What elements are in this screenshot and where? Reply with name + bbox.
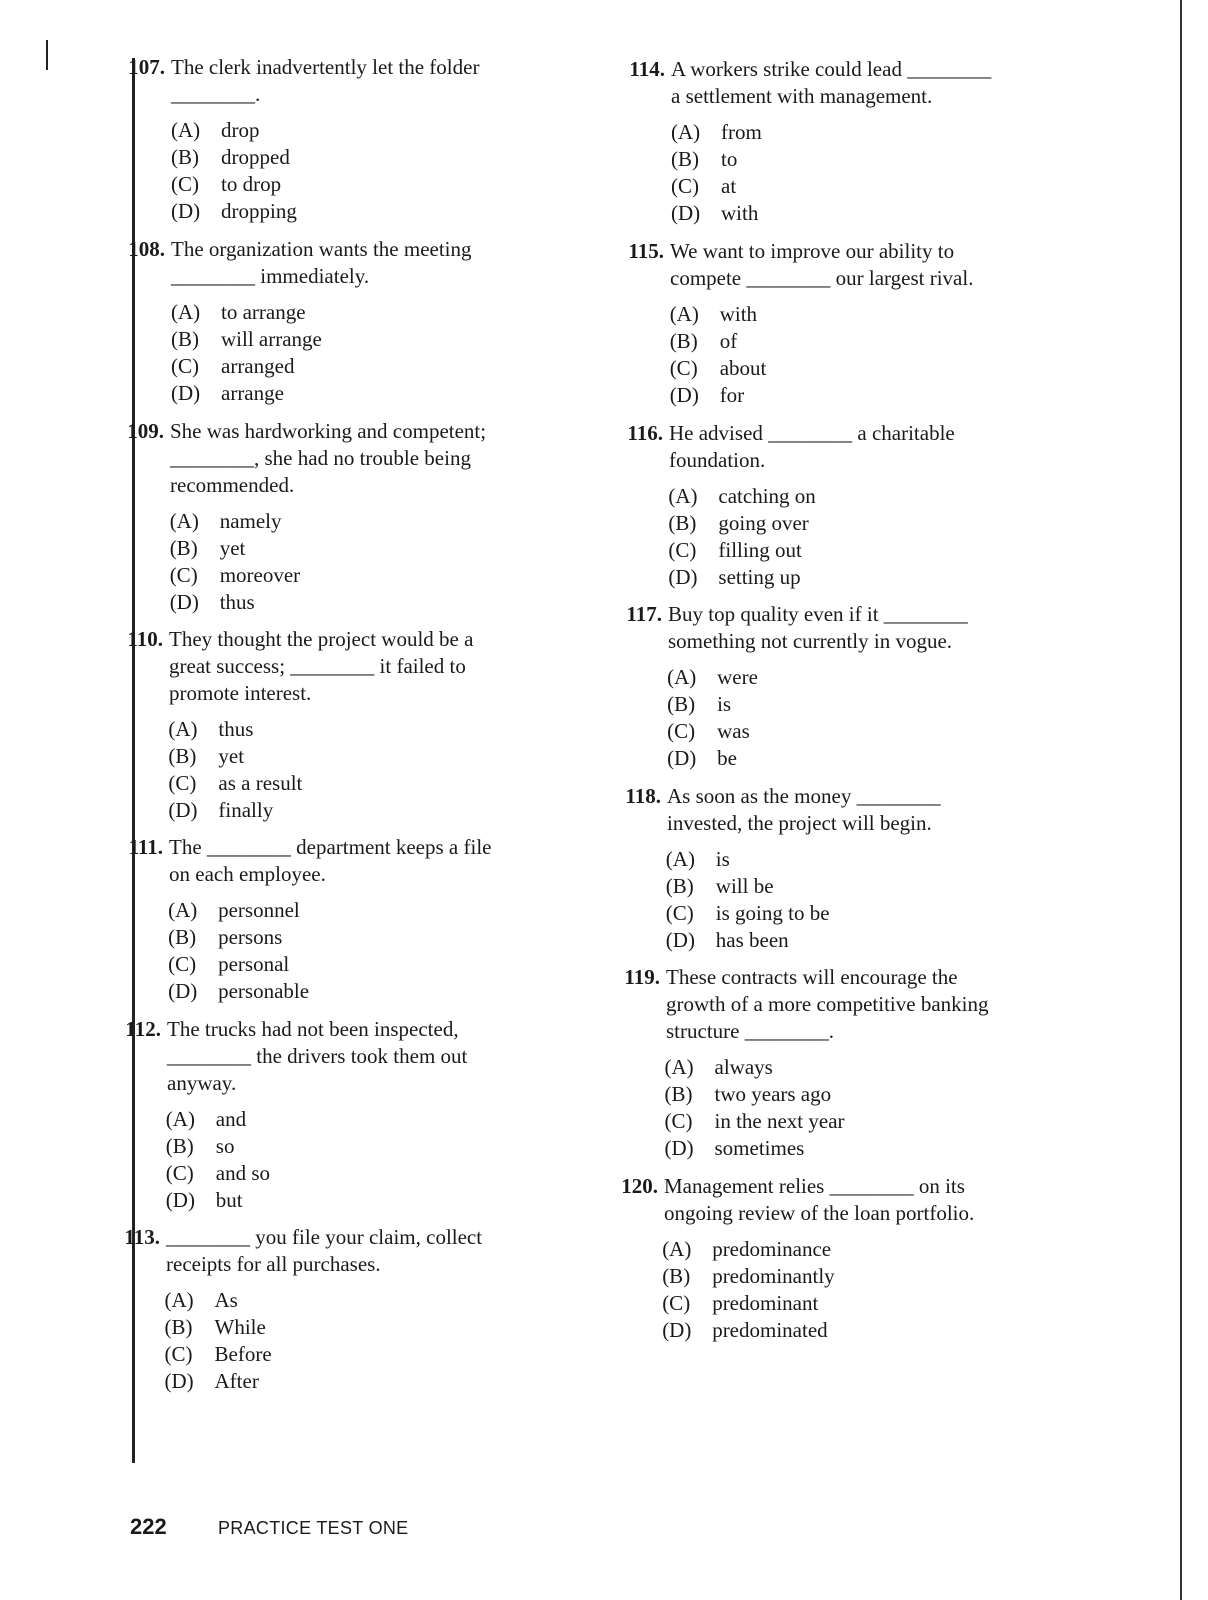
question-stem-line: compete ________ our largest rival. xyxy=(670,266,974,290)
option-text: sometimes xyxy=(714,1136,805,1160)
option-letter: (C) xyxy=(669,356,698,380)
option-text: is xyxy=(717,692,732,716)
option-letter: (C) xyxy=(171,354,199,378)
option-letter: (D) xyxy=(668,565,698,589)
option-letter: (A) xyxy=(664,1055,694,1079)
question-stem-line: Management relies ________ on its xyxy=(664,1174,965,1198)
option-text: to drop xyxy=(221,172,282,196)
option-letter: (B) xyxy=(669,329,698,353)
question-stem-line: The trucks had not been inspected, xyxy=(167,1017,459,1041)
option-letter: (B) xyxy=(664,1082,693,1106)
question-number: 117. xyxy=(626,602,662,626)
question-stem-line: ________. xyxy=(171,82,261,106)
section-title: PRACTICE TEST ONE xyxy=(218,1518,409,1538)
question-number: 118. xyxy=(625,784,661,808)
question-stem-line: ongoing review of the loan portfolio. xyxy=(664,1201,975,1225)
question-stem-line: recommended. xyxy=(170,473,295,497)
option-letter: (B) xyxy=(168,925,197,949)
option-letter: (A) xyxy=(169,509,199,533)
margin-mark xyxy=(46,40,48,70)
option-letter: (C) xyxy=(171,172,199,196)
option-letter: (A) xyxy=(165,1107,195,1131)
question-stem-line: ________ the drivers took them out xyxy=(167,1044,468,1068)
option-letter: (D) xyxy=(662,1318,692,1342)
option-text: is going to be xyxy=(715,901,830,925)
option-letter: (C) xyxy=(165,1161,194,1185)
option-letter: (D) xyxy=(168,798,198,822)
option-letter: (A) xyxy=(668,484,698,508)
option-text: persons xyxy=(218,925,283,949)
option-letter: (D) xyxy=(165,1188,195,1212)
option-letter: (D) xyxy=(669,383,699,407)
question-stem-line: The clerk inadvertently let the folder xyxy=(171,55,480,79)
question-stem-line: ________, she had no trouble being xyxy=(170,446,471,470)
option-letter: (B) xyxy=(169,536,198,560)
option-letter: (A) xyxy=(665,847,695,871)
option-letter: (C) xyxy=(169,563,198,587)
option-letter: (A) xyxy=(662,1237,692,1261)
option-text: of xyxy=(719,329,738,353)
option-letter: (B) xyxy=(171,327,199,351)
question-stem-line: They thought the project would be a xyxy=(169,627,474,651)
question-stem-line: These contracts will encourage the xyxy=(666,965,958,989)
option-text: and so xyxy=(215,1161,271,1185)
option-text: yet xyxy=(218,744,245,768)
option-letter: (A) xyxy=(168,898,198,922)
question-stem-line: growth of a more competitive banking xyxy=(666,992,989,1016)
question-stem-line: a settlement with management. xyxy=(671,84,933,108)
question-number: 111. xyxy=(128,835,163,859)
question-stem-line: anyway. xyxy=(167,1071,237,1095)
option-letter: (A) xyxy=(164,1288,194,1312)
option-letter: (D) xyxy=(664,1136,694,1160)
option-letter: (D) xyxy=(671,201,701,225)
option-letter: (C) xyxy=(668,538,697,562)
question-stem-line: The organization wants the meeting xyxy=(171,237,472,261)
option-text: has been xyxy=(715,928,789,952)
option-text: thus xyxy=(218,717,254,741)
question-stem-line: He advised ________ a charitable xyxy=(669,421,955,445)
option-text: namely xyxy=(219,509,282,533)
option-text: personal xyxy=(218,952,290,976)
option-text: arrange xyxy=(221,381,284,405)
option-letter: (B) xyxy=(165,1134,194,1158)
question-stem-line: ________ immediately. xyxy=(171,264,370,288)
option-letter: (C) xyxy=(664,1109,693,1133)
option-letter: (C) xyxy=(667,719,696,743)
column-rule xyxy=(132,58,135,1463)
question-number: 108. xyxy=(128,237,165,261)
question-stem-line: on each employee. xyxy=(169,862,326,886)
option-letter: (D) xyxy=(168,979,198,1003)
option-text: predominantly xyxy=(712,1264,835,1288)
option-letter: (C) xyxy=(662,1291,691,1315)
option-text: always xyxy=(714,1055,773,1079)
option-letter: (C) xyxy=(671,174,699,198)
question-stem-line: Buy top quality even if it ________ xyxy=(668,602,968,626)
option-text: dropped xyxy=(221,145,290,169)
option-text: with xyxy=(719,302,758,326)
question-number: 113. xyxy=(124,1225,160,1249)
option-text: catching on xyxy=(718,484,816,508)
question-stem-line: She was hardworking and competent; xyxy=(170,419,487,443)
option-letter: (B) xyxy=(168,744,197,768)
option-text: thus xyxy=(219,590,255,614)
option-letter: (C) xyxy=(164,1342,193,1366)
question-number: 116. xyxy=(627,421,663,445)
option-letter: (D) xyxy=(164,1369,194,1393)
option-text: were xyxy=(717,665,758,689)
option-letter: (D) xyxy=(667,746,697,770)
page-edge xyxy=(1180,0,1182,1600)
option-text: as a result xyxy=(218,771,303,795)
option-letter: (B) xyxy=(171,145,199,169)
option-letter: (B) xyxy=(164,1315,193,1339)
question-number: 112. xyxy=(125,1017,161,1041)
option-text: about xyxy=(719,356,767,380)
page-number: 222 xyxy=(130,1514,167,1539)
option-letter: (A) xyxy=(168,717,198,741)
option-letter: (B) xyxy=(662,1264,691,1288)
option-text: at xyxy=(721,174,737,198)
option-text: predominated xyxy=(712,1318,828,1342)
option-text: predominant xyxy=(712,1291,819,1315)
option-letter: (A) xyxy=(671,120,701,144)
option-text: to xyxy=(721,147,738,171)
option-text: will arrange xyxy=(221,327,322,351)
option-text: be xyxy=(717,746,737,770)
option-text: but xyxy=(215,1188,243,1212)
option-letter: (D) xyxy=(171,199,201,223)
option-letter: (B) xyxy=(667,692,696,716)
option-text: with xyxy=(721,201,759,225)
option-text: As xyxy=(214,1288,238,1312)
question-number: 114. xyxy=(629,57,665,81)
question-stem-line: As soon as the money ________ xyxy=(667,784,941,808)
option-text: two years ago xyxy=(714,1082,832,1106)
option-text: yet xyxy=(219,536,246,560)
question-stem-line: The ________ department keeps a file xyxy=(169,835,492,859)
question-number: 119. xyxy=(624,965,660,989)
question-stem-line: great success; ________ it failed to xyxy=(169,654,466,678)
question-number: 107. xyxy=(128,55,165,79)
question-number: 115. xyxy=(628,239,664,263)
question-stem-line: A workers strike could lead ________ xyxy=(671,57,992,81)
option-text: for xyxy=(719,383,745,407)
option-text: setting up xyxy=(718,565,801,589)
question-stem-line: invested, the project will begin. xyxy=(667,811,932,835)
option-letter: (C) xyxy=(168,952,197,976)
option-text: personnel xyxy=(218,898,300,922)
option-text: drop xyxy=(221,118,260,142)
option-letter: (D) xyxy=(169,590,199,614)
question-stem-line: foundation. xyxy=(669,448,766,472)
option-letter: (B) xyxy=(671,147,699,171)
option-text: predominance xyxy=(712,1237,832,1261)
option-letter: (A) xyxy=(171,118,201,142)
option-text: arranged xyxy=(221,354,295,378)
option-letter: (D) xyxy=(665,928,695,952)
option-letter: (C) xyxy=(168,771,197,795)
option-text: After xyxy=(214,1369,259,1393)
question-stem-line: promote interest. xyxy=(169,681,312,705)
option-text: so xyxy=(215,1134,235,1158)
option-text: and xyxy=(215,1107,247,1131)
option-text: going over xyxy=(718,511,809,535)
option-text: was xyxy=(717,719,750,743)
question-number: 120. xyxy=(621,1174,658,1198)
option-text: moreover xyxy=(219,563,301,587)
question-stem-line: ________ you file your claim, collect xyxy=(166,1225,483,1249)
question-stem-line: receipts for all purchases. xyxy=(166,1252,381,1276)
question-number: 110. xyxy=(127,627,163,651)
option-letter: (A) xyxy=(171,300,201,324)
option-text: filling out xyxy=(718,538,802,562)
option-text: finally xyxy=(218,798,274,822)
option-letter: (D) xyxy=(171,381,201,405)
question-stem-line: something not currently in vogue. xyxy=(668,629,953,653)
option-text: While xyxy=(214,1315,266,1339)
option-text: personable xyxy=(218,979,310,1003)
option-letter: (B) xyxy=(668,511,697,535)
option-text: to arrange xyxy=(221,300,306,324)
option-letter: (A) xyxy=(669,302,699,326)
option-letter: (C) xyxy=(665,901,694,925)
option-text: will be xyxy=(715,874,774,898)
question-number: 109. xyxy=(127,419,164,443)
option-text: in the next year xyxy=(714,1109,845,1133)
option-text: Before xyxy=(214,1342,272,1366)
option-text: dropping xyxy=(221,199,297,223)
option-text: is xyxy=(715,847,730,871)
option-letter: (A) xyxy=(667,665,697,689)
question-stem-line: We want to improve our ability to xyxy=(670,239,955,263)
option-text: from xyxy=(721,120,762,144)
option-letter: (B) xyxy=(665,874,694,898)
question-stem-line: structure ________. xyxy=(666,1019,834,1043)
